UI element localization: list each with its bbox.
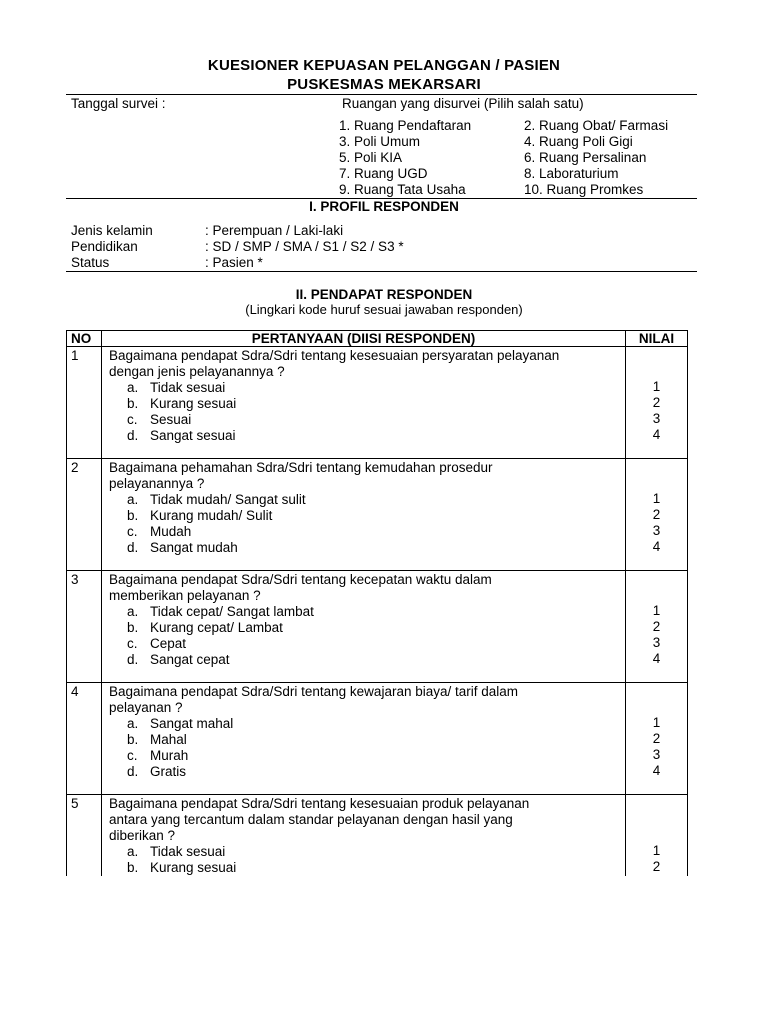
room-option: 7. Ruang UGD <box>339 166 428 181</box>
score-value: 1 <box>652 603 661 618</box>
table-row <box>67 571 688 683</box>
table-row <box>67 795 688 877</box>
question-text: Bagaimana pendapat Sdra/Sdri tentang kecepatan waktu dalam <box>109 572 492 587</box>
question-text: pelayanannya ? <box>109 476 205 491</box>
profile-label: Jenis kelamin <box>71 223 153 238</box>
answer-option[interactable]: d. Sangat mudah <box>127 540 238 555</box>
answer-option[interactable]: a. Tidak sesuai <box>127 844 226 859</box>
answer-option[interactable]: b. Kurang sesuai <box>127 860 237 875</box>
room-option: 9. Ruang Tata Usaha <box>339 182 466 197</box>
document-subtitle: PUSKESMAS MEKARSARI <box>287 76 481 93</box>
score-value: 4 <box>652 427 661 442</box>
answer-option[interactable]: c. Sesuai <box>127 412 192 427</box>
score-value: 3 <box>652 635 661 650</box>
question-number: 1 <box>71 348 79 363</box>
section-profile-title: I. PROFIL RESPONDEN <box>309 199 459 214</box>
question-number: 2 <box>71 460 79 475</box>
questions-table <box>66 330 688 876</box>
divider <box>66 271 697 272</box>
answer-option[interactable]: d. Gratis <box>127 764 187 779</box>
answer-option[interactable]: a. Sangat mahal <box>127 716 234 731</box>
score-value: 1 <box>652 379 661 394</box>
room-option: 3. Poli Umum <box>339 134 421 149</box>
question-text: diberikan ? <box>109 828 176 843</box>
score-value: 4 <box>652 651 661 666</box>
score-value: 4 <box>652 539 661 554</box>
survey-date-label: Tanggal survei : <box>71 96 166 111</box>
table-header-row <box>67 331 688 347</box>
room-option: 8. Laboraturium <box>524 166 619 181</box>
answer-option[interactable]: b. Kurang cepat/ Lambat <box>127 620 283 635</box>
score-value: 2 <box>652 619 661 634</box>
answer-option[interactable]: b. Kurang mudah/ Sulit <box>127 508 273 523</box>
answer-option[interactable]: a. Tidak sesuai <box>127 380 226 395</box>
score-value: 2 <box>652 507 661 522</box>
room-heading: Ruangan yang disurvei (Pilih salah satu) <box>342 96 584 111</box>
score-value: 3 <box>652 523 661 538</box>
question-number: 3 <box>71 572 79 587</box>
question-text: Bagaimana pendapat Sdra/Sdri tentang kewajaran biaya/ tarif dalam <box>109 684 519 699</box>
answer-option[interactable]: b. Mahal <box>127 732 187 747</box>
score-value: 3 <box>652 747 661 762</box>
profile-value: : Perempuan / Laki-laki <box>205 223 344 238</box>
question-text: Bagaimana pendapat Sdra/Sdri tentang kesesuaian persyaratan pelayanan <box>109 348 560 363</box>
score-value: 1 <box>652 491 661 506</box>
score-value: 2 <box>652 395 661 410</box>
answer-option[interactable]: c. Mudah <box>127 524 192 539</box>
profile-label: Pendidikan <box>71 239 138 254</box>
profile-value: : SD / SMP / SMA / S1 / S2 / S3 * <box>205 239 404 254</box>
divider <box>66 94 697 95</box>
table-row <box>67 347 688 459</box>
answer-option[interactable]: d. Sangat cepat <box>127 652 230 667</box>
document-title: KUESIONER KEPUASAN PELANGGAN / PASIEN <box>207 57 561 74</box>
room-option: 10. Ruang Promkes <box>524 182 644 197</box>
section-opinion-instruction: (Lingkari kode huruf sesuai jawaban responden) <box>245 302 523 317</box>
question-text: dengan jenis pelayanannya ? <box>109 364 285 379</box>
score-value: 3 <box>652 411 661 426</box>
room-option: 1. Ruang Pendaftaran <box>339 118 472 133</box>
profile-label: Status <box>71 255 110 270</box>
score-value: 4 <box>652 763 661 778</box>
score-value: 1 <box>652 715 661 730</box>
section-opinion-title: II. PENDAPAT RESPONDEN <box>295 287 473 302</box>
table-row <box>67 459 688 571</box>
score-value: 1 <box>652 843 661 858</box>
answer-option[interactable]: a. Tidak cepat/ Sangat lambat <box>127 604 314 619</box>
room-option: 2. Ruang Obat/ Farmasi <box>524 118 669 133</box>
question-text: Bagaimana pehamahan Sdra/Sdri tentang kemudahan prosedur <box>109 460 493 475</box>
header-question: PERTANYAAN (DIISI RESPONDEN) <box>102 331 626 347</box>
header-score: NILAI <box>626 331 688 347</box>
header-no: NO <box>67 331 102 347</box>
question-number: 4 <box>71 684 79 699</box>
question-text: memberikan pelayanan ? <box>109 588 261 603</box>
score-value: 2 <box>652 731 661 746</box>
answer-option[interactable]: b. Kurang sesuai <box>127 396 237 411</box>
answer-option[interactable]: c. Murah <box>127 748 189 763</box>
score-value: 2 <box>652 859 661 874</box>
room-option: 5. Poli KIA <box>339 150 403 165</box>
answer-option[interactable]: c. Cepat <box>127 636 187 651</box>
room-option: 6. Ruang Persalinan <box>524 150 647 165</box>
question-text: Bagaimana pendapat Sdra/Sdri tentang kesesuaian produk pelayanan <box>109 796 530 811</box>
answer-option[interactable]: d. Sangat sesuai <box>127 428 236 443</box>
answer-option[interactable]: a. Tidak mudah/ Sangat sulit <box>127 492 306 507</box>
question-number: 5 <box>71 796 79 811</box>
question-text: antara yang tercantum dalam standar pelayanan dengan hasil yang <box>109 812 513 827</box>
profile-value: : Pasien * <box>205 255 263 270</box>
question-text: pelayanan ? <box>109 700 183 715</box>
table-row <box>67 683 688 795</box>
room-option: 4. Ruang Poli Gigi <box>524 134 633 149</box>
